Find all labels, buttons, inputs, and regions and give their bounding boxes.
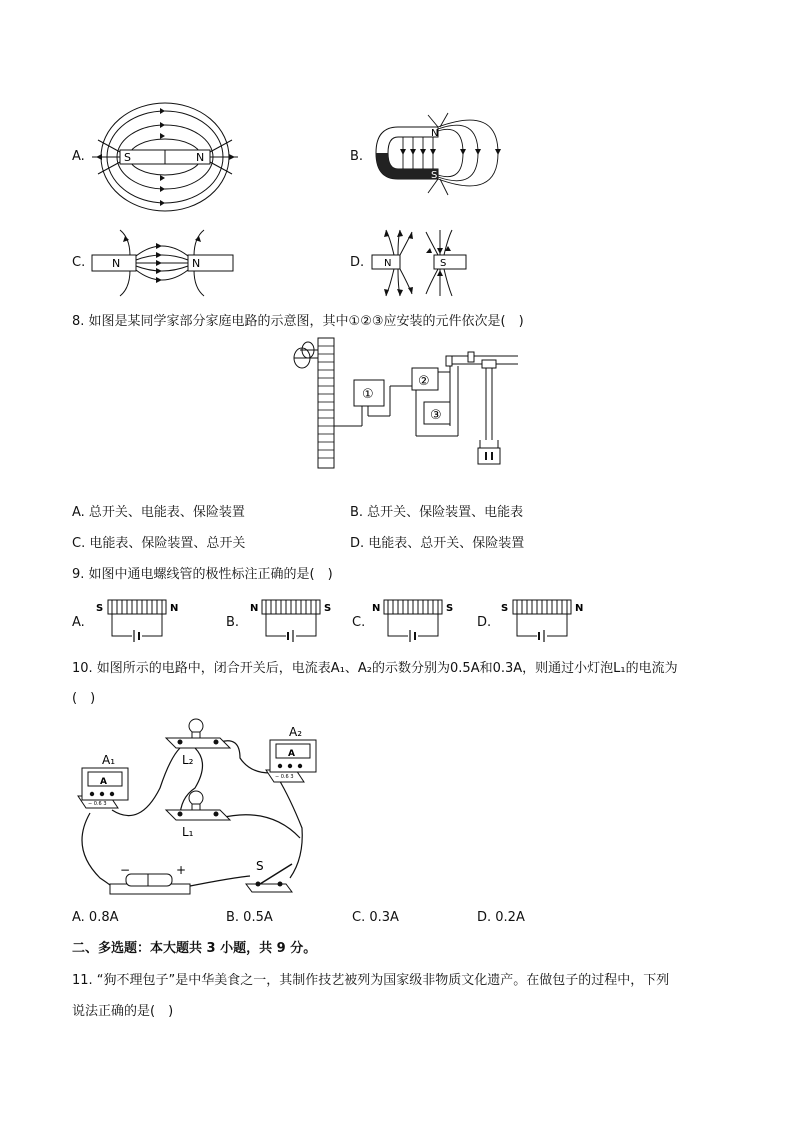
q10-a1-dial-symbol: A <box>100 777 107 787</box>
q9-b-right: S <box>324 603 332 614</box>
q9-option-c-label: C. <box>352 615 366 630</box>
q9-d-right: N <box>575 603 584 614</box>
q10-ammeter-a1 <box>78 753 128 808</box>
q10-option-c: C. 0.3A <box>352 910 399 925</box>
q10-l1-label: L₁ <box>182 825 194 839</box>
q10-a1-scale: − 0.6 3 <box>88 801 107 807</box>
q10-l2-label: L₂ <box>182 753 194 767</box>
q7-option-b-field-diagram <box>368 105 518 205</box>
q7-option-c-label: C. <box>72 255 86 270</box>
q7-option-a-field-diagram <box>90 100 240 215</box>
q10-battery <box>110 863 190 894</box>
q7-option-a-label: A. <box>72 149 85 164</box>
q7-option-c-field-diagram <box>90 228 235 298</box>
q9-option-b-label: B. <box>226 615 240 630</box>
q10-option-d: D. 0.2A <box>477 910 525 925</box>
q9-c-left: N <box>372 603 381 614</box>
q9-option-d <box>477 594 617 644</box>
q11-stem-line2: 说法正确的是( ) <box>72 1004 174 1019</box>
q9-stem: 9. 如图中通电螺线管的极性标注正确的是( ) <box>72 567 333 582</box>
q9-a-left: S <box>96 603 104 614</box>
q7-option-d-field-diagram <box>368 228 478 298</box>
q9-c-right: S <box>446 603 454 614</box>
q10-stem-line1: 10. 如图所示的电路中，闭合开关后，电流表A₁、A₂的示数分别为0.5A和0.3A，则通过小灯泡L₁的电流为 <box>72 661 678 676</box>
q9-option-a <box>72 594 212 644</box>
q9-c-solenoid <box>370 594 460 644</box>
q8-option-b: B. 总开关、保险装置、电能表 <box>350 505 524 520</box>
q10-circuit-diagram <box>70 718 380 908</box>
q8-option-c: C. 电能表、保险装置、总开关 <box>72 536 246 551</box>
q10-option-a: A. 0.8A <box>72 910 119 925</box>
q9-a-solenoid <box>94 594 184 644</box>
q10-a2-label: A₂ <box>289 725 303 739</box>
q7-b-top-pole: N <box>431 128 439 139</box>
q8-option-d: D. 电能表、总开关、保险装置 <box>350 536 525 551</box>
q7-option-b-label: B. <box>350 149 364 164</box>
q7-option-c <box>72 228 322 298</box>
q10-bulb-l1 <box>166 791 230 839</box>
q9-a-right: N <box>170 603 179 614</box>
q10-ammeter-a2 <box>266 725 316 782</box>
q7-b-bottom-pole: S <box>431 170 438 181</box>
q10-bulb-l2 <box>166 719 230 767</box>
q10-a1-label: A₁ <box>102 753 116 767</box>
q9-b-solenoid <box>248 594 338 644</box>
q7-c-left-pole: N <box>112 257 121 270</box>
q9-d-solenoid <box>499 594 589 644</box>
q10-switch-label: S <box>256 859 264 873</box>
q9-d-left: S <box>501 603 509 614</box>
q8-label-3: ③ <box>430 408 442 423</box>
q8-option-a: A. 总开关、电能表、保险装置 <box>72 505 245 520</box>
q8-household-circuit-diagram <box>282 336 522 471</box>
q10-option-b: B. 0.5A <box>226 910 273 925</box>
q9-b-left: N <box>250 603 259 614</box>
q7-option-d <box>350 228 550 298</box>
q9-option-d-label: D. <box>477 615 492 630</box>
q7-a-left-pole: S <box>124 151 131 164</box>
q10-a2-scale: − 0.6 3 <box>275 774 294 780</box>
q7-d-right-pole: S <box>440 258 447 269</box>
q10-battery-plus: + <box>176 863 187 877</box>
q8-stem: 8. 如图是某同学家部分家庭电路的示意图，其中①②③应安装的元件依次是( ) <box>72 314 524 329</box>
q7-option-a <box>72 100 322 215</box>
q10-a2-dial-symbol: A <box>288 749 295 759</box>
q8-label-1: ① <box>362 387 374 402</box>
q10-stem-line2: ( ) <box>72 691 96 706</box>
q9-option-a-label: A. <box>72 615 85 630</box>
q7-option-b <box>350 100 550 215</box>
q7-d-left-pole: N <box>384 258 392 269</box>
q9-option-c <box>352 594 492 644</box>
section-heading-multiple-choice: 二、多选题：本大题共 3 小题，共 9 分。 <box>72 941 317 956</box>
q7-c-right-pole: N <box>192 257 201 270</box>
q7-a-right-pole: N <box>196 151 205 164</box>
q10-battery-minus: − <box>120 863 131 877</box>
q9-option-b <box>226 594 366 644</box>
q11-stem-line1: 11. “狗不理包子”是中华美食之一，其制作技艺被列为国家级非物质文化遗产。在做包子的过程中，下列 <box>72 973 670 988</box>
q10-switch-s <box>246 859 292 892</box>
q8-label-2: ② <box>418 374 430 389</box>
q7-option-d-label: D. <box>350 255 365 270</box>
